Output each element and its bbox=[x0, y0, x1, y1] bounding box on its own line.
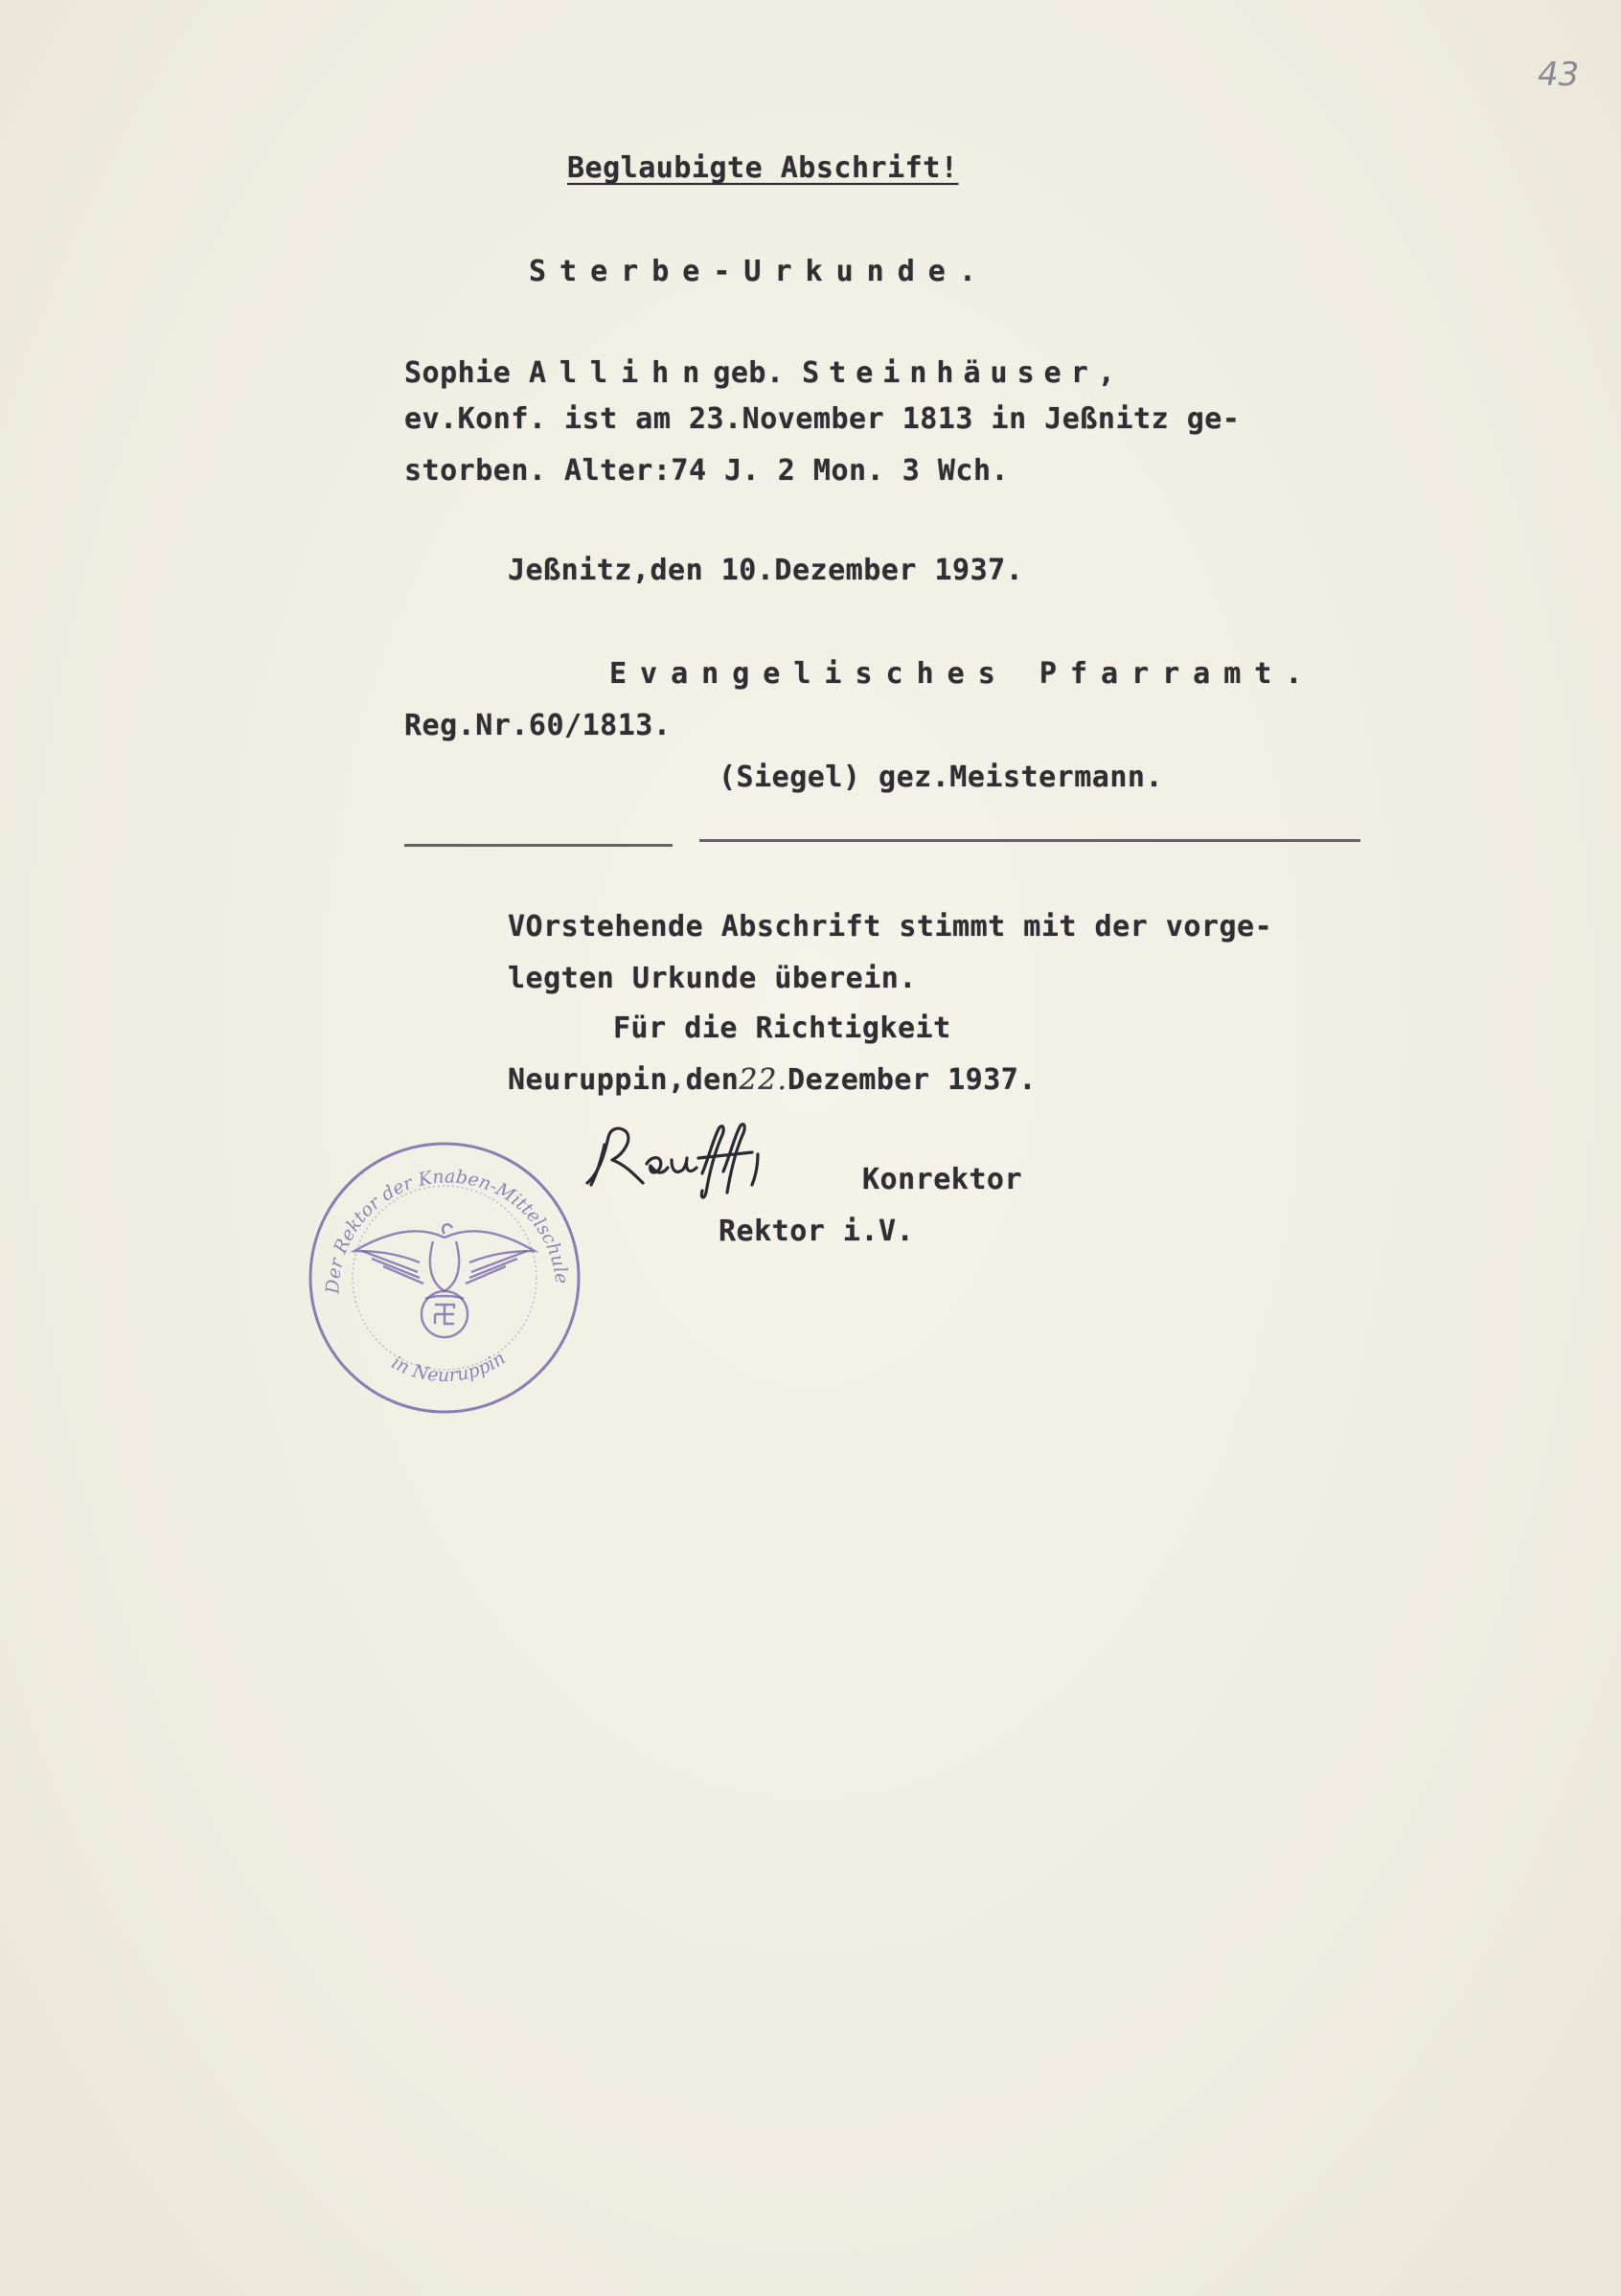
document-subtitle: Sterbe-Urkunde. bbox=[529, 255, 990, 288]
stamp-ring-text-top: Der Rektor der Knaben-Mittelschule bbox=[322, 1166, 573, 1295]
certificate-line-1 bbox=[404, 356, 1125, 391]
attestation-place: Neuruppin,den bbox=[508, 1063, 740, 1097]
geb-label: geb. bbox=[713, 356, 785, 390]
separator-rule-right bbox=[699, 839, 1360, 842]
handwritten-day: 22. bbox=[739, 1063, 788, 1097]
document-title: Beglaubigte Abschrift! bbox=[567, 151, 959, 185]
attestation-month-year: Dezember 1937. bbox=[788, 1063, 1037, 1097]
attestation-line-4 bbox=[508, 1063, 1037, 1098]
surname: Allihn bbox=[528, 356, 714, 390]
certificate-line-2: ev.Konf. ist am 23.November 1813 in Jeßnitz ge- bbox=[404, 402, 1241, 436]
attestation-line-2: legten Urkunde überein. bbox=[508, 962, 917, 995]
signer-role: Rektor i.V. bbox=[719, 1215, 915, 1248]
registration-number: Reg.Nr.60/1813. bbox=[404, 709, 672, 742]
maiden-name: Steinhäuser, bbox=[802, 356, 1125, 390]
stamp-ring-text-bottom: in Neuruppin bbox=[387, 1347, 510, 1387]
separator-rule-left bbox=[404, 844, 673, 847]
eagle-emblem-icon bbox=[354, 1224, 535, 1337]
seal-signature-line: (Siegel) gez.Meistermann. bbox=[719, 761, 1164, 794]
page-number: 43 bbox=[1538, 56, 1580, 94]
certificate-line-3: storben. Alter:74 J. 2 Mon. 3 Wch. bbox=[404, 454, 1010, 488]
attestation-line-3: Für die Richtigkeit bbox=[613, 1012, 951, 1045]
first-name: Sophie bbox=[404, 356, 529, 390]
attestation-line-1: VOrstehende Abschrift stimmt mit der vorge- bbox=[508, 910, 1273, 943]
office-text: Evangelisches Pfarramt. bbox=[609, 657, 1316, 691]
issuing-office bbox=[609, 657, 1315, 692]
signature-image bbox=[580, 1116, 848, 1202]
signer-title: Konrektor bbox=[862, 1163, 1023, 1196]
place-date: Jeßnitz,den 10.Dezember 1937. bbox=[508, 554, 1024, 587]
official-stamp bbox=[305, 1138, 584, 1418]
